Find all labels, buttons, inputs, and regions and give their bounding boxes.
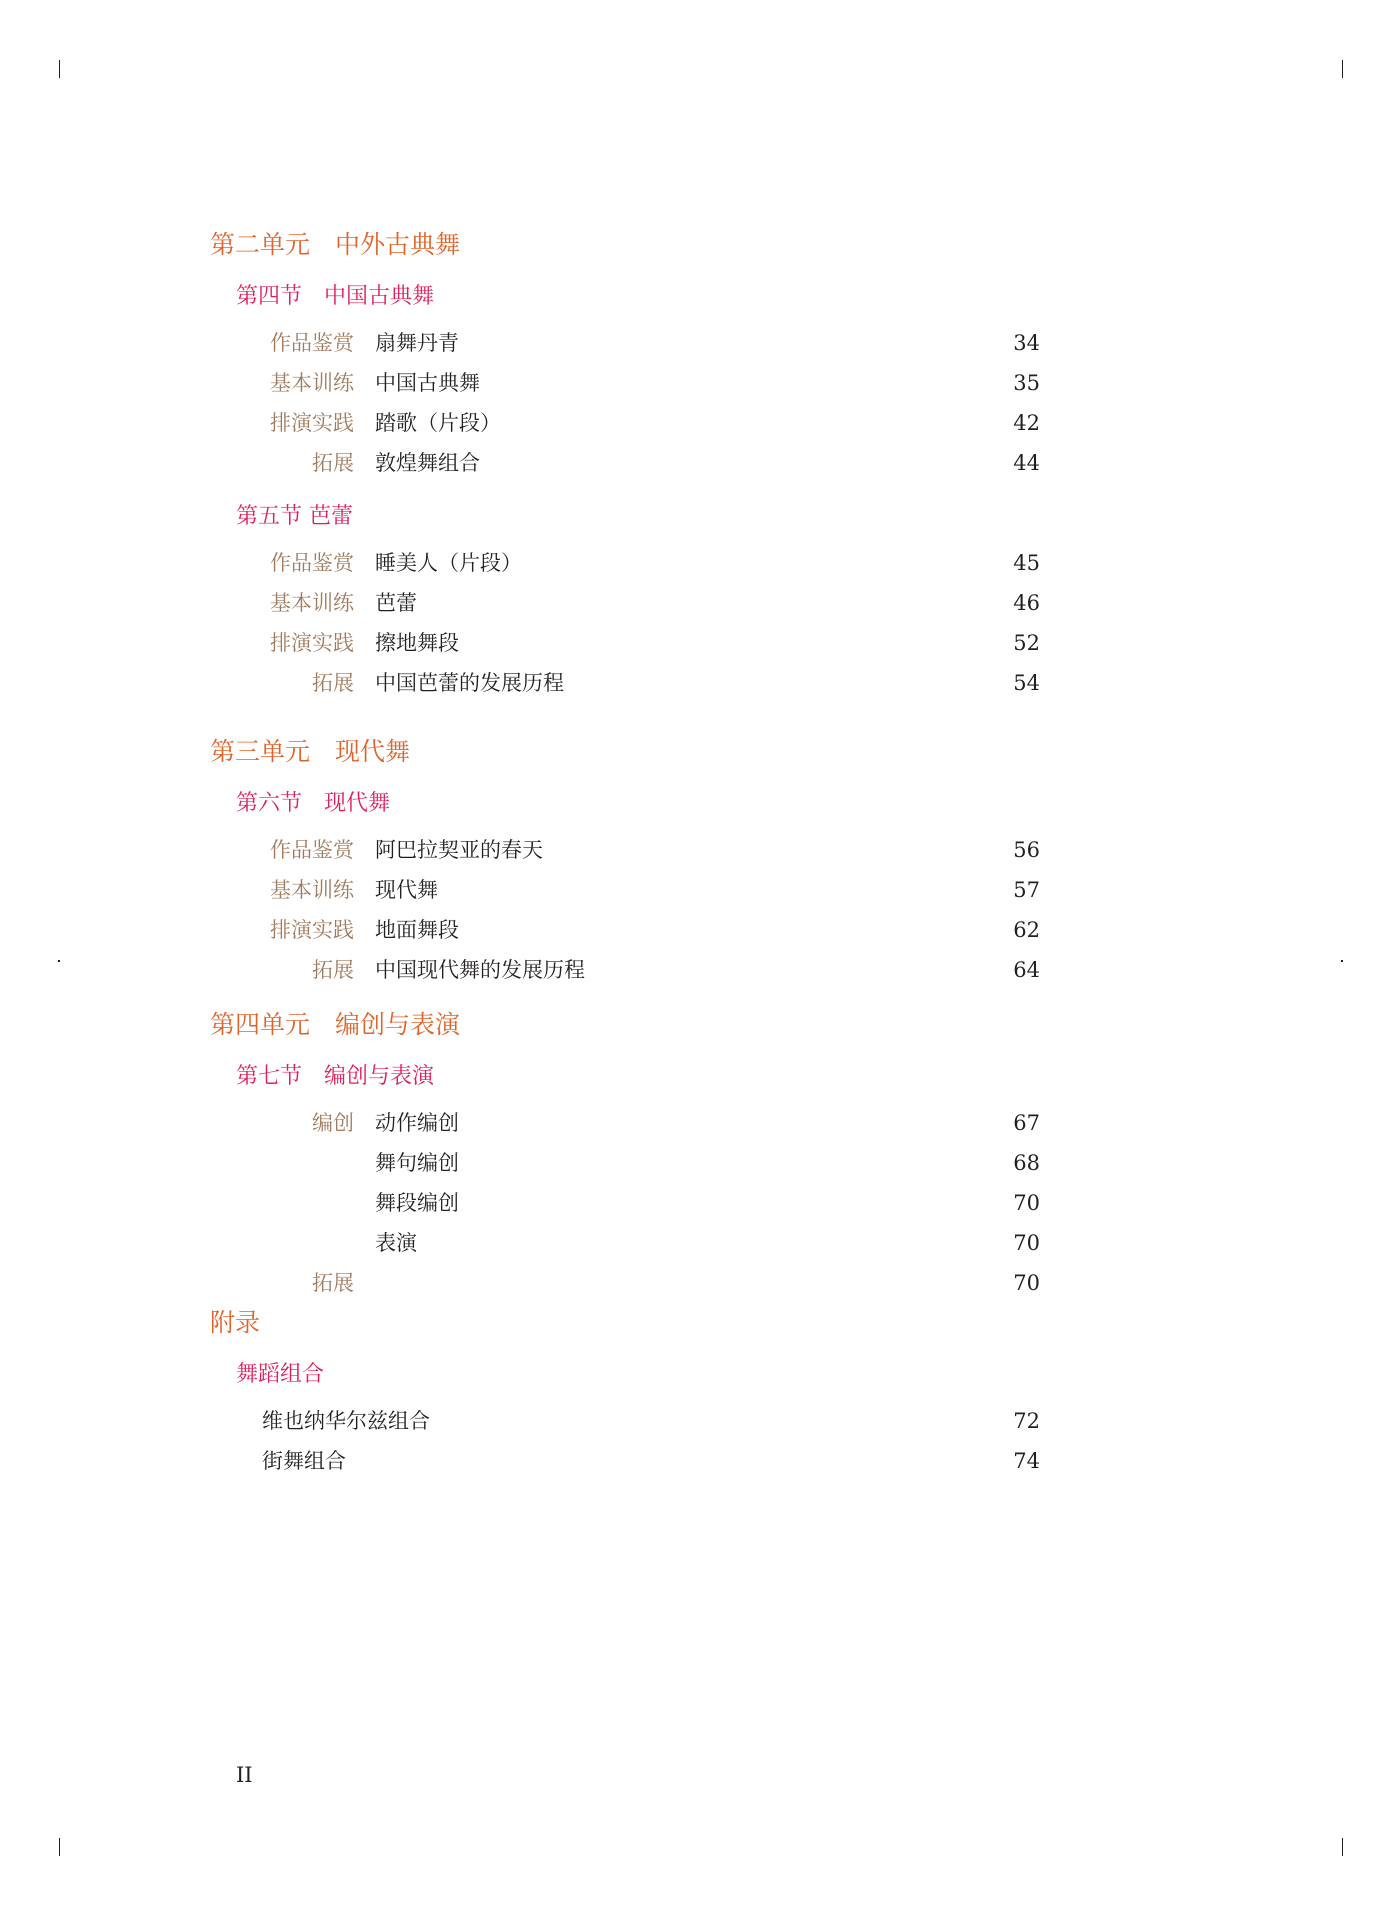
toc-entry[interactable]: [0, 363, 1394, 403]
section-title: 第七节 编创与表演: [236, 1064, 435, 1089]
entry-title: 擦地舞段: [375, 631, 459, 655]
toc-entry[interactable]: [0, 1143, 1394, 1183]
entry-title: 中国芭蕾的发展历程: [375, 671, 564, 695]
entry-title: 舞句编创: [375, 1151, 459, 1175]
entry-category-label: 拓展: [312, 958, 354, 982]
toc-entry[interactable]: [0, 623, 1394, 663]
entry-page-number: 70: [1013, 1231, 1040, 1255]
toc-entry[interactable]: [0, 403, 1394, 443]
entry-title: 扇舞丹青: [375, 331, 459, 355]
toc-unit-row: [0, 225, 1394, 265]
section-title: 第六节 现代舞: [236, 791, 391, 816]
toc-entry[interactable]: [0, 543, 1394, 583]
entry-title: 踏歌（片段）: [375, 411, 501, 435]
section-title: 舞蹈组合: [236, 1362, 325, 1387]
toc-entry[interactable]: [0, 830, 1394, 870]
entry-title: 舞段编创: [375, 1191, 459, 1215]
entry-page-number: 70: [1013, 1271, 1040, 1295]
entry-category-label: 拓展: [312, 1271, 354, 1295]
toc-section-row: [0, 1355, 1394, 1395]
entry-title: 街舞组合: [262, 1449, 346, 1473]
entry-page-number: 54: [1013, 671, 1040, 695]
entry-category-label: 拓展: [312, 671, 354, 695]
entry-title: 敦煌舞组合: [375, 451, 480, 475]
page-number-folio: II: [236, 1763, 253, 1787]
entry-page-number: 68: [1013, 1151, 1040, 1175]
toc-unit-row: [0, 1005, 1394, 1045]
entry-page-number: 64: [1013, 958, 1040, 982]
entry-title: 动作编创: [375, 1111, 459, 1135]
section-title: 第四节 中国古典舞: [236, 284, 435, 309]
toc-entry[interactable]: [0, 1103, 1394, 1143]
entry-title: 阿巴拉契亚的春天: [375, 838, 543, 862]
toc-entry[interactable]: [0, 1401, 1394, 1441]
toc-entry[interactable]: [0, 950, 1394, 990]
entry-page-number: 42: [1013, 411, 1040, 435]
section-title: 第五节 芭蕾: [236, 504, 353, 529]
entry-category-label: 基本训练: [270, 878, 354, 902]
unit-title: 第三单元 现代舞: [210, 737, 411, 766]
toc-entry[interactable]: [0, 443, 1394, 483]
entry-category-label: 排演实践: [270, 631, 354, 655]
entry-title: 睡美人（片段）: [375, 551, 522, 575]
entry-page-number: 70: [1013, 1191, 1040, 1215]
entry-category-label: 排演实践: [270, 411, 354, 435]
toc-entry[interactable]: [0, 1441, 1394, 1481]
entry-category-label: 作品鉴赏: [270, 838, 354, 862]
entry-category-label: 排演实践: [270, 918, 354, 942]
entry-page-number: 35: [1013, 371, 1040, 395]
entry-category-label: 作品鉴赏: [270, 331, 354, 355]
entry-title: 中国现代舞的发展历程: [375, 958, 585, 982]
entry-category-label: 拓展: [312, 451, 354, 475]
unit-title: 第二单元 中外古典舞: [210, 230, 461, 259]
entry-page-number: 62: [1013, 918, 1040, 942]
toc-unit-row: [0, 1303, 1394, 1343]
entry-page-number: 72: [1013, 1409, 1040, 1433]
entry-category-label: 编创: [312, 1111, 354, 1135]
entry-page-number: 52: [1013, 631, 1040, 655]
toc-entry[interactable]: [0, 1183, 1394, 1223]
entry-page-number: 34: [1013, 331, 1040, 355]
toc-section-row: [0, 277, 1394, 317]
entry-page-number: 44: [1013, 451, 1040, 475]
entry-title: 中国古典舞: [375, 371, 480, 395]
toc-entry[interactable]: [0, 870, 1394, 910]
toc-unit-row: [0, 732, 1394, 772]
toc-entry[interactable]: [0, 583, 1394, 623]
entry-page-number: 74: [1013, 1449, 1040, 1473]
toc-entry[interactable]: [0, 910, 1394, 950]
entry-title: 芭蕾: [375, 591, 417, 615]
entry-category-label: 基本训练: [270, 371, 354, 395]
entry-page-number: 45: [1013, 551, 1040, 575]
entry-page-number: 46: [1013, 591, 1040, 615]
toc-entry[interactable]: [0, 663, 1394, 703]
toc-section-row: [0, 497, 1394, 537]
entry-title: 表演: [375, 1231, 417, 1255]
entry-category-label: 作品鉴赏: [270, 551, 354, 575]
unit-title: 第四单元 编创与表演: [210, 1010, 461, 1039]
toc-section-row: [0, 1057, 1394, 1097]
entry-title: 维也纳华尔兹组合: [262, 1409, 430, 1433]
toc-entry[interactable]: [0, 323, 1394, 363]
toc-entry[interactable]: [0, 1263, 1394, 1303]
entry-title: 现代舞: [375, 878, 438, 902]
entry-page-number: 67: [1013, 1111, 1040, 1135]
entry-category-label: 基本训练: [270, 591, 354, 615]
unit-title: 附录: [210, 1308, 261, 1337]
toc-section-row: [0, 784, 1394, 824]
toc-entry[interactable]: [0, 1223, 1394, 1263]
entry-page-number: 56: [1013, 838, 1040, 862]
entry-page-number: 57: [1013, 878, 1040, 902]
entry-title: 地面舞段: [375, 918, 459, 942]
